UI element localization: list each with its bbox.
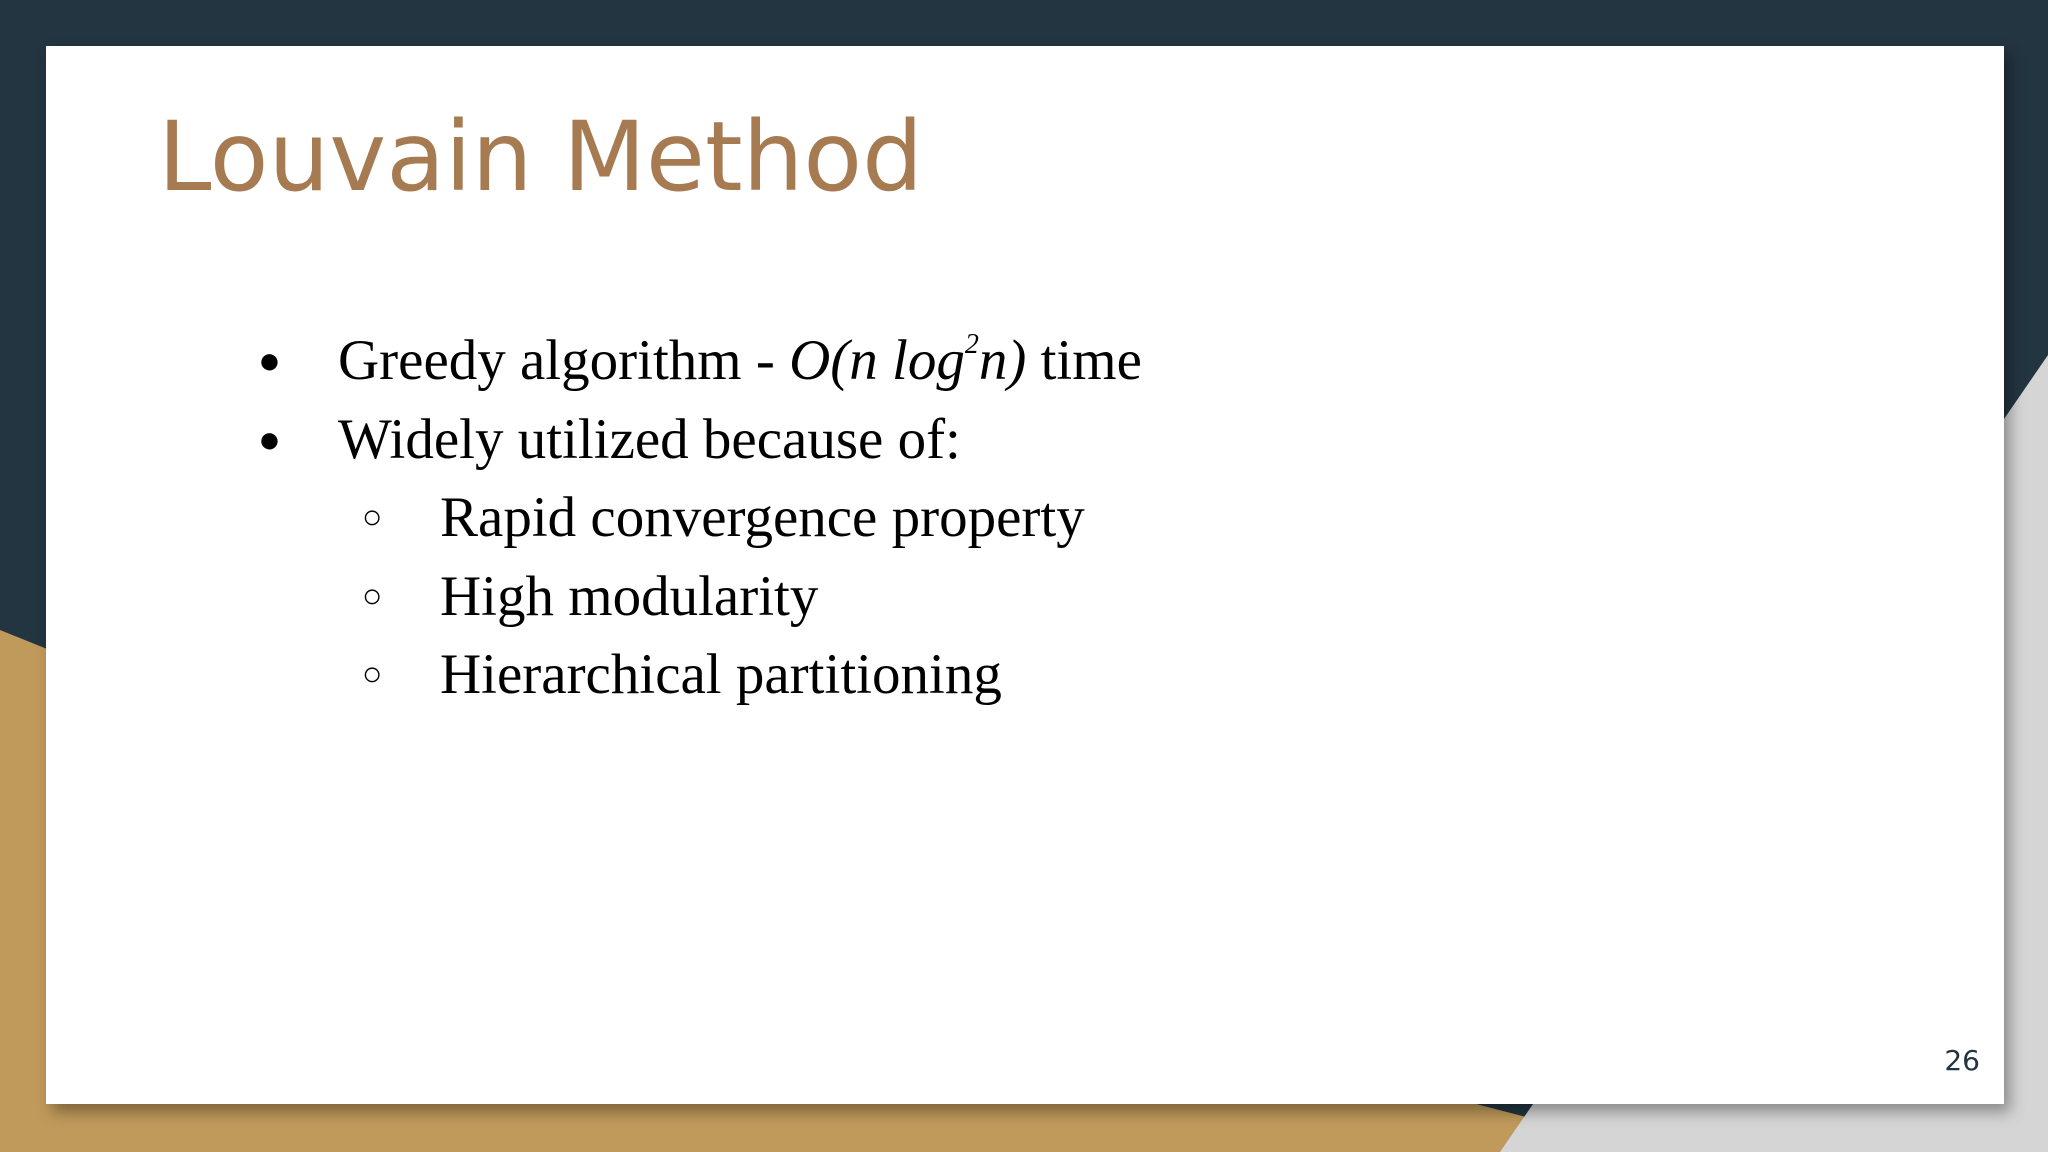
- slide-title: Louvain Method: [158, 101, 924, 213]
- sub-bullet-marker: ○: [362, 499, 383, 536]
- bullet-text: Widely utilized because of:: [338, 407, 961, 471]
- bullet-list: [0, 322, 1142, 715]
- bullet-marker: ●: [258, 340, 281, 382]
- sub-bullet-text: Rapid convergence property: [440, 486, 1085, 549]
- bullet-marker: ●: [258, 418, 281, 461]
- sub-bullet-marker: ○: [362, 656, 383, 693]
- page-number: 26: [1944, 1044, 1980, 1077]
- formula-end: n): [978, 329, 1027, 392]
- bullet-item-greedy: [0, 322, 1142, 401]
- bullet-text-suffix: time: [1026, 329, 1142, 392]
- sub-bullet-text: Hierarchical partitioning: [440, 643, 1002, 706]
- sub-bullet-text: High modularity: [440, 564, 819, 628]
- sub-bullet-item-high-modularity: [0, 558, 1142, 637]
- formula-main: O(n log: [789, 329, 965, 392]
- sub-bullet-item-rapid-convergence: [0, 479, 1142, 558]
- complexity-formula: [789, 329, 1026, 392]
- sub-bullet-marker: ○: [362, 577, 383, 615]
- formula-superscript: 2: [964, 329, 979, 360]
- bullet-item-widely-utilized: [0, 401, 1142, 480]
- bullet-text: Greedy algorithm -: [338, 329, 790, 392]
- sub-bullet-item-hierarchical-partitioning: [0, 636, 1142, 715]
